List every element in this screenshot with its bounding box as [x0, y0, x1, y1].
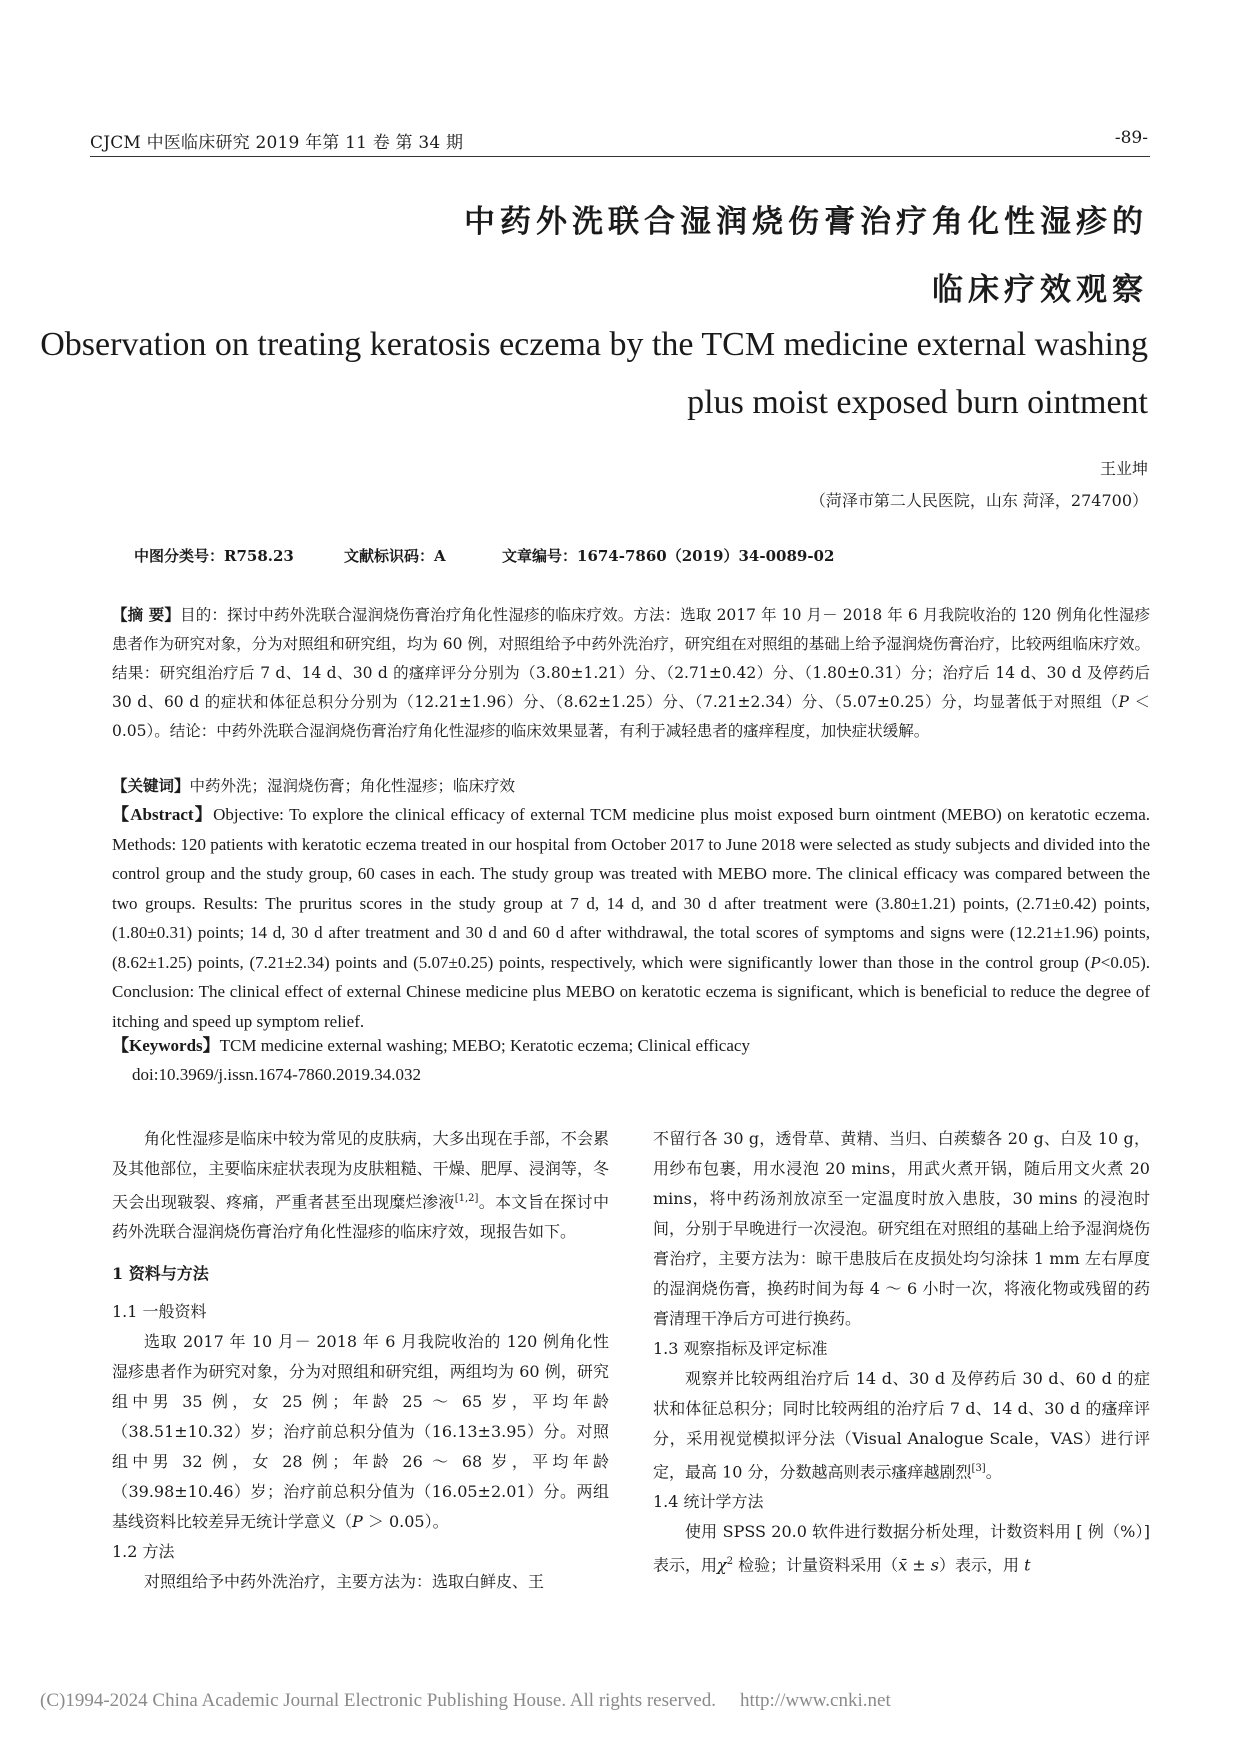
keywords-cn: [112, 771, 1150, 801]
abstract-en-label: 【Abstract】: [112, 805, 214, 824]
document-code: 文献标识码：A: [344, 547, 446, 565]
body-right-column: [653, 1124, 1150, 1581]
abstract-en: 【Abstract】Objective: To explore the clinical efficacy of external TCM medicine plus moist exposed burn ointment (MEBO) on keratotic eczema. Methods: 120 patients with keratotic eczema treated in our hospital from October 2017 to June 2018 were selected as study subjects and divided into the control group and the study group, 60 cases in each. The study group was treated with MEBO more. The clinical efficacy was compared between the two groups. Results: The pruritus scores in the study group at 7 d, 14 d, and 30 d after treatment were (3.80±1.21) points, (2.71±0.42) points, (1.80±0.31) points; 14 d, 30 d after treatment and 30 d and 60 d after withdrawal, the total scores of symptoms and signs were (12.21±1.96) points, (8.62±1.25) points, (7.21±2.34) points and (5.07±0.25) points, respectively, which were significantly lower than those in the control group (P<0.05). Conclusion: The clinical effect of external Chinese medicine plus MEBO on keratotic eczema is significant, which is beneficial to reduce the degree of itching and speed up symptom relief.: [112, 805, 1150, 1031]
cnki-url: http://www.cnki.net: [739, 1690, 891, 1711]
header-divider: [90, 156, 1150, 157]
copyright-text: (C)1994-2024 China Academic Journal Electronic Publishing House. All rights reserved.: [40, 1690, 716, 1711]
page-number: -89-: [1114, 128, 1148, 148]
section-1-heading: 1 资料与方法: [112, 1264, 209, 1284]
section-1-4-heading: 1.4 统计学方法: [653, 1492, 764, 1512]
section-1-1-text: 选取 2017 年 10 月－ 2018 年 6 月我院收治的 120 例角化性湿疹患者作为研究对象，分为对照组和研究组，两组均为 60 例，研究组中男 35 例，女 25 例；年龄 25 ～ 65 岁，平均年龄（38.51±10.32）岁；治疗前总积分值为（16.13±3.95）分。对照组中男 32 例，女 28 例；年龄 26 ～ 68 岁，平均年龄（39.98±10.46）岁；治疗前总积分值为（16.05±2.01）分。两组基线资料比较差异无统计学意义（P ＞ 0.05）。: [112, 1332, 609, 1532]
title-cn-line2: 临床疗效观察: [932, 272, 1148, 308]
title-en-line1: Observation on treating keratosis eczema by the TCM medicine external washing: [40, 326, 1148, 363]
abstract-cn-label: 【摘 要】: [112, 605, 181, 624]
section-1-2-text: 对照组给予中药外洗治疗，主要方法为：选取白鲜皮、王: [144, 1572, 545, 1592]
section-1-3-text: 观察并比较两组治疗后 14 d、30 d 及停药后 30 d、60 d 的症状和体征总积分；同时比较两组的治疗后 7 d、14 d、30 d 的瘙痒评分，采用视觉模拟评分法（Visual Analogue Scale，VAS）进行评定，最高 10 分，分数越高则表示瘙痒越剧烈[3]。: [653, 1369, 1150, 1482]
section-1-3-heading: 1.3 观察指标及评定标准: [653, 1339, 828, 1358]
section-1-4-text: 使用 SPSS 20.0 软件进行数据分析处理，计数资料用 [ 例（%）] 表示，用$\chi^2$ 检验；计量资料采用（x̄ ± s）表示，用 t: [653, 1522, 1150, 1575]
abstract-en-text: Objective: To explore the clinical efficacy of external TCM medicine plus moist exposed burn ointment (MEBO) on keratotic eczema. Methods: 120 patients with keratotic eczema treated in our hospital from October 2017 to June 2018 were selected as study subjects and divided into the control group and the study group, 60 cases in each. The study group was treated with MEBO more. The clinical efficacy was compared between the two groups. Results: The pruritus scores in the study group at 7 d, 14 d, and 30 d after treatment were (3.80±1.21) points, (2.71±0.42) points, (1.80±0.31) points; 14 d, 30 d after treatment and 30 d and 60 d after withdrawal, the total scores of symptoms and signs were (12.21±1.96) points, (8.62±1.25) points, (7.21±2.34) points and (5.07±0.25) points, respectively, which were significantly lower than those in the control group (: [112, 805, 1150, 972]
journal-header: CJCM 中医临床研究 2019 年第 11 卷 第 34 期: [90, 133, 464, 153]
section-1-2-heading: 1.2 方法: [112, 1542, 175, 1562]
abstract-cn-text: 目的：探讨中药外洗联合湿润烧伤膏治疗角化性湿疹的临床疗效。方法：选取 2017 年 10 月－ 2018 年 6 月我院收治的 120 例角化性湿疹患者作为研究对象，分为对照组和研究组，均为 60 例，对照组给予中药外洗治疗，研究组在对照组的基础上给予湿润烧伤膏治疗，比较两组临床疗效。结果：研究组治疗后 7 d、14 d、30 d 的瘙痒评分分别为（3.80±1.21）分、（2.71±0.42）分、（1.80±0.31）分；治疗后 14 d、30 d 及停药后 30 d、60 d 的症状和体征总积分分别为（12.21±1.96）分、（8.62±1.25）分、（7.21±2.34）分、（5.07±0.25）分，均显著低于对照组（: [112, 606, 1150, 711]
doi: doi:10.3969/j.issn.1674-7860.2019.34.032: [132, 1065, 422, 1084]
author-name: 王业坤: [1099, 459, 1148, 478]
section-1-1-heading: 1.1 一般资料: [112, 1302, 207, 1322]
keywords-cn-label: 【关键词】: [112, 776, 190, 795]
keywords-en-label: 【Keywords】: [112, 1036, 220, 1055]
intro-paragraph: 角化性湿疹是临床中较为常见的皮肤病，大多出现在手部，不会累及其他部位，主要临床症状表现为皮肤粗糙、干燥、肥厚、浸润等，冬天会出现皲裂、疼痛，严重者甚至出现糜烂渗液[1,2]。本文旨在探讨中药外洗联合湿润烧伤膏治疗角化性湿疹的临床疗效，现报告如下。: [112, 1129, 609, 1242]
citation: [3]: [971, 1463, 986, 1474]
keywords-en: [112, 1031, 1150, 1061]
clc-number: 中图分类号：R758.23: [134, 547, 294, 565]
section-1-2-continued: 不留行各 30 g，透骨草、黄精、当归、白蒺藜各 20 g、白及 10 g，用纱布包裹，用水浸泡 20 mins，用武火煮开锅，随后用文火煮 20 mins，将中药汤剂放凉至一定温度时放入患肢，30 mins 的浸泡时间，分别于早晚进行一次浸泡。研究组在对照组的基础上给予湿润烧伤膏治疗，主要方法为：晾干患肢后在皮损处均匀涂抹 1 mm 左右厚度的湿润烧伤膏，换药时间为每 4 ～ 6 小时一次，将液化物或残留的药膏清理干净后方可进行换药。: [653, 1129, 1150, 1328]
copyright-footer: [40, 1690, 891, 1712]
title-cn-line1: 中药外洗联合湿润烧伤膏治疗角化性湿疹的: [464, 204, 1148, 240]
abstract-cn: 【摘 要】目的：探讨中药外洗联合湿润烧伤膏治疗角化性湿疹的临床疗效。方法：选取 2017 年 10 月－ 2018 年 6 月我院收治的 120 例角化性湿疹患者作为研究对象，分为对照组和研究组，均为 60 例，对照组给予中药外洗治疗，研究组在对照组的基础上给予湿润烧伤膏治疗，比较两组临床疗效。结果：研究组治疗后 7 d、14 d、30 d 的瘙痒评分分别为（3.80±1.21）分、（2.71±0.42）分、（1.80±0.31）分；治疗后 14 d、30 d 及停药后 30 d、60 d 的症状和体征总积分分别为（12.21±1.96）分、（8.62±1.25）分、（7.21±2.34）分、（5.07±0.25）分，均显著低于对照组（P ＜ 0.05）。结论：中药外洗联合湿润烧伤膏治疗角化性湿疹的临床效果显著，有利于减轻患者的瘙痒程度，加快症状缓解。: [112, 605, 1150, 740]
keywords-en-text: TCM medicine external washing; MEBO; Keratotic eczema; Clinical efficacy: [219, 1036, 750, 1055]
body-left-column: [112, 1124, 609, 1597]
author-affiliation: （菏泽市第二人民医院，山东 菏泽，274700）: [809, 491, 1148, 510]
title-en-line2: plus moist exposed burn ointment: [687, 384, 1148, 421]
keywords-cn-text: 中药外洗；湿润烧伤膏；角化性湿疹；临床疗效: [189, 777, 516, 795]
article-number: 文章编号：1674-7860（2019）34-0089-02: [502, 547, 835, 565]
citation: [1,2]: [454, 1193, 479, 1204]
